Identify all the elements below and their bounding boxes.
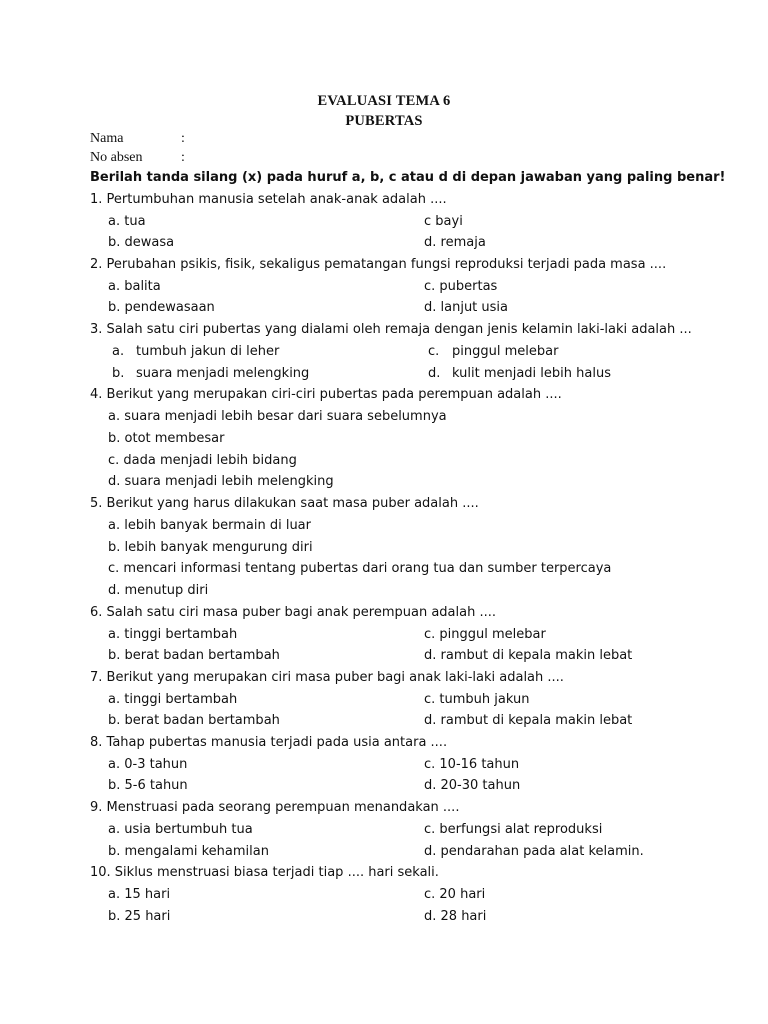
question-8-option-b: b. 5-6 tahun (108, 778, 188, 793)
question-9-option-a: a. usia bertumbuh tua (108, 822, 253, 837)
question-1-option-a: a. tua (108, 214, 146, 229)
question-10-text: 10. Siklus menstruasi biasa terjadi tiap .... hari sekali. (90, 865, 439, 880)
question-5-text: 5. Berikut yang harus dilakukan saat masa puber adalah .... (90, 496, 479, 511)
question-6-option-c: c. pinggul melebar (424, 627, 546, 642)
option-letter: d. (428, 366, 441, 381)
question-4-option-a: a. suara menjadi lebih besar dari suara sebelumnya (108, 409, 447, 424)
question-4-option-b: b. otot membesar (108, 431, 225, 446)
question-1-text: 1. Pertumbuhan manusia setelah anak-anak adalah .... (90, 192, 447, 207)
question-8-option-c: c. 10-16 tahun (424, 757, 520, 772)
question-10-option-a: a. 15 hari (108, 887, 171, 902)
question-2-text: 2. Perubahan psikis, fisik, sekaligus pematangan fungsi reproduksi terjadi pada masa .... (90, 257, 667, 272)
question-4-text: 4. Berikut yang merupakan ciri-ciri pubertas pada perempuan adalah .... (90, 387, 562, 402)
question-3-option-d (428, 366, 611, 381)
question-9-option-d: d. pendarahan pada alat kelamin. (424, 844, 644, 859)
question-10-option-c: c. 20 hari (424, 887, 486, 902)
question-3-option-b (112, 366, 309, 381)
question-6-option-a: a. tinggi bertambah (108, 627, 238, 642)
option-letter: b. (112, 366, 125, 381)
question-3-text: 3. Salah satu ciri pubertas yang dialami oleh remaja dengan jenis kelamin laki-laki adalah ... (90, 322, 692, 337)
question-7-option-d: d. rambut di kepala makin lebat (424, 713, 633, 728)
question-9-option-b: b. mengalami kehamilan (108, 844, 269, 859)
question-2-option-b: b. pendewasaan (108, 300, 215, 315)
question-4-option-d: d. suara menjadi lebih melengking (108, 474, 334, 489)
question-9-option-c: c. berfungsi alat reproduksi (424, 822, 603, 837)
question-5-option-b: b. lebih banyak mengurung diri (108, 540, 313, 555)
question-4-option-c: c. dada menjadi lebih bidang (108, 453, 297, 468)
option-text: tumbuh jakun di leher (136, 344, 280, 359)
question-3-option-c (428, 344, 558, 359)
question-1-option-d: d. remaja (424, 235, 486, 250)
page-subtitle: PUBERTAS (345, 113, 423, 129)
question-5-option-a: a. lebih banyak bermain di luar (108, 518, 311, 533)
question-2-option-d: d. lanjut usia (424, 300, 509, 315)
question-7-option-a: a. tinggi bertambah (108, 692, 238, 707)
name-label: Nama (90, 131, 124, 146)
question-1-option-b: b. dewasa (108, 235, 175, 250)
page-title: EVALUASI TEMA 6 (317, 93, 451, 109)
question-7-option-c: c. tumbuh jakun (424, 692, 530, 707)
question-7-text: 7. Berikut yang merupakan ciri masa puber bagi anak laki-laki adalah .... (90, 670, 564, 685)
question-5-option-c: c. mencari informasi tentang pubertas dari orang tua dan sumber terpercaya (108, 561, 612, 576)
question-9-text: 9. Menstruasi pada seorang perempuan menandakan .... (90, 800, 460, 815)
question-7-option-b: b. berat badan bertambah (108, 713, 280, 728)
question-8-option-a: a. 0-3 tahun (108, 757, 188, 772)
question-8-option-d: d. 20-30 tahun (424, 778, 521, 793)
option-text: suara menjadi melengking (136, 366, 310, 381)
question-6-option-d: d. rambut di kepala makin lebat (424, 648, 633, 663)
question-2-option-a: a. balita (108, 279, 161, 294)
name-colon: : (181, 131, 185, 146)
question-8-text: 8. Tahap pubertas manusia terjadi pada usia antara .... (90, 735, 448, 750)
absen-colon: : (181, 150, 185, 165)
question-3-option-a (112, 344, 279, 359)
absen-label: No absen (90, 150, 143, 165)
question-5-option-d: d. menutup diri (108, 583, 209, 598)
option-text: kulit menjadi lebih halus (452, 366, 611, 381)
option-letter: a. (112, 344, 125, 359)
instruction-text: Berilah tanda silang (x) pada huruf a, b, c atau d di depan jawaban yang paling benar! (90, 170, 726, 185)
question-2-option-c: c. pubertas (424, 279, 498, 294)
option-letter: c. (428, 344, 440, 359)
question-10-option-b: b. 25 hari (108, 909, 171, 924)
question-6-text: 6. Salah satu ciri masa puber bagi anak perempuan adalah .... (90, 605, 496, 620)
question-10-option-d: d. 28 hari (424, 909, 487, 924)
option-text: pinggul melebar (452, 344, 559, 359)
question-1-option-c: c bayi (424, 214, 463, 229)
question-6-option-b: b. berat badan bertambah (108, 648, 280, 663)
